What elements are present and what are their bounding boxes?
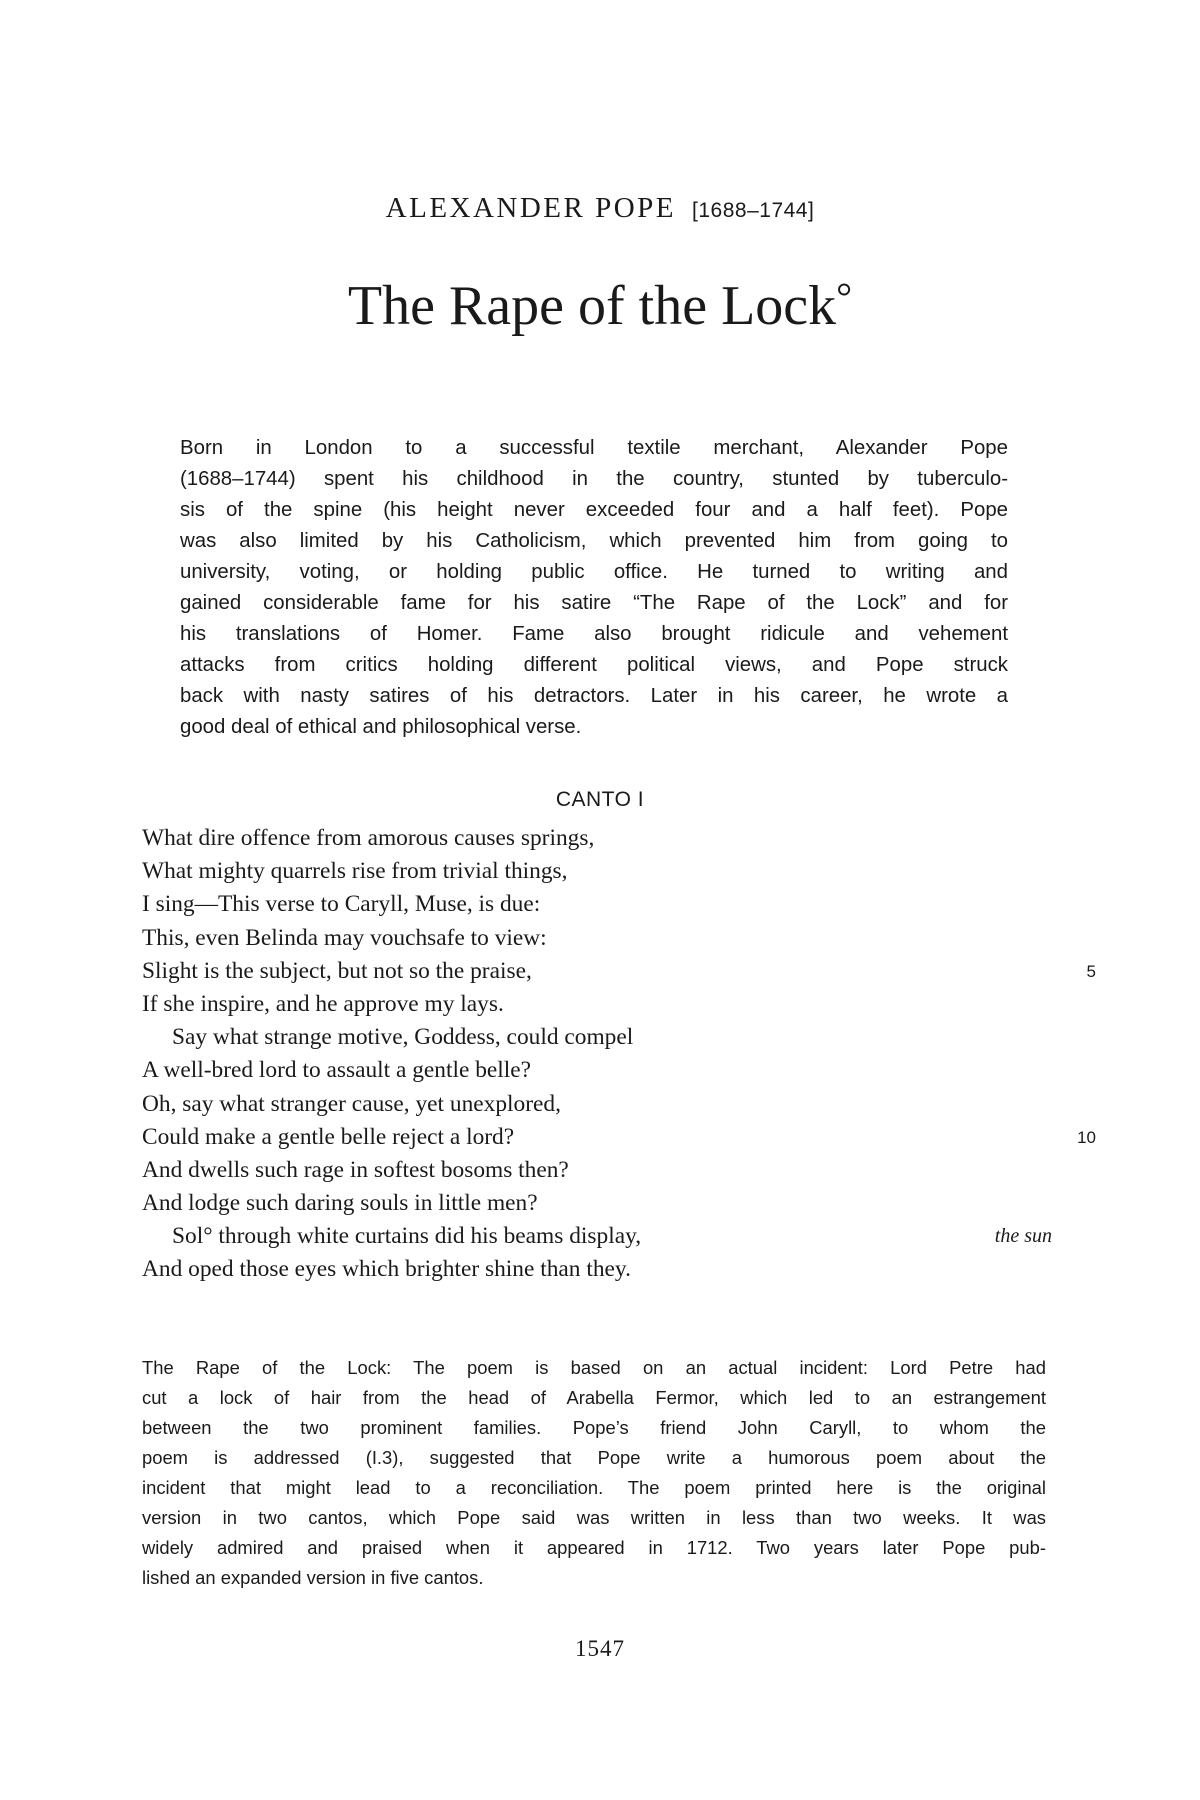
verse-text: What mighty quarrels rise from trivial things, [142,858,568,885]
verse-text: Slight is the subject, but not so the praise, [142,957,532,984]
footnote-line: The Rape of the Lock: The poem is based on an actual incident: Lord Petre had [142,1357,1046,1378]
intro-line: gained considerable fame for his satire “The Rape of the Lock” and for [180,592,1008,614]
author-header [0,192,1200,225]
verse-line [142,1088,1092,1121]
verse-text: Say what strange motive, Goddess, could compel [172,1024,634,1051]
verse-line [142,1054,1092,1087]
author-introduction [180,433,1008,743]
verse-line [142,988,1092,1021]
verse-line [142,822,1092,855]
poem-title [0,262,1200,341]
verse-line [142,1021,1092,1054]
intro-line: Born in London to a successful textile merchant, Alexander Pope [180,437,1008,459]
intro-line: his translations of Homer. Fame also brought ridicule and vehement [180,623,1008,645]
verse-text: What dire offence from amorous causes springs, [142,825,595,851]
verse-line [142,1187,1092,1220]
intro-line: was also limited by his Catholicism, which prevented him from going to [180,530,1008,552]
footnote-line: cut a lock of hair from the head of Arabella Fermor, which led to an estrangement [142,1387,1046,1408]
footnote-line: widely admired and praised when it appeared in 1712. Two years later Pope pub- [142,1537,1046,1558]
intro-line: good deal of ethical and philosophical verse. [180,716,582,738]
author-dates: [1688–1744] [692,199,815,222]
verse-text: Could make a gentle belle reject a lord? [142,1123,515,1150]
verse-text: If she inspire, and he approve my lays. [142,990,504,1017]
verse-line [142,888,1092,921]
verse-text: I sing—This verse to Caryll, Muse, is due: [142,891,541,918]
canto-heading: CANTO I [555,788,645,811]
line-number: 5 [1086,961,1096,981]
margin-gloss: the sun [994,1225,1052,1248]
verse-line [142,1253,1092,1286]
verse-line [142,922,1092,955]
author-name: ALEXANDER POPE [385,192,677,224]
footnote-line: incident that might lead to a reconciliation. The poem printed here is the original [142,1477,1046,1498]
intro-line: sis of the spine (his height never exceeded four and a half feet). Pope [180,499,1008,521]
poem-title-text: The Rape of the Lock [347,275,837,337]
line-number: 10 [1077,1127,1096,1147]
verse-line [142,955,1096,988]
verse-line [142,1121,1096,1154]
footnote-line: version in two cantos, which Pope said was written in less than two weeks. It was [142,1507,1046,1528]
verse-line [142,1220,1092,1253]
verse-text: And dwells such rage in softest bosoms then? [142,1156,569,1183]
page-number: 1547 [575,1636,625,1661]
footnote-line: between the two prominent families. Pope’s friend John Caryll, to whom the [142,1417,1046,1438]
verse-text: And oped those eyes which brighter shine than they. [142,1256,631,1283]
intro-line: back with nasty satires of his detractors. Later in his career, he wrote a [180,685,1008,707]
verse-text: Sol° through white curtains did his beams display, [172,1223,642,1250]
footnote [142,1353,1046,1593]
verse-line [142,855,1092,888]
title-note-mark: ° [836,274,853,319]
verse-text: A well-bred lord to assault a gentle belle? [142,1057,532,1084]
intro-line: (1688–1744) spent his childhood in the country, stunted by tuberculo- [180,468,1008,490]
footnote-line: lished an expanded version in five cantos. [142,1567,484,1588]
verse-text: And lodge such daring souls in little men? [142,1190,538,1217]
verse-text: This, even Belinda may vouchsafe to view: [142,924,547,951]
footnote-line: poem is addressed (I.3), suggested that Pope write a humorous poem about the [142,1447,1046,1468]
verse-line [142,1154,1092,1187]
verse-text: Oh, say what stranger cause, yet unexplored, [142,1090,561,1117]
intro-line: university, voting, or holding public office. He turned to writing and [180,561,1008,583]
poem-verses [142,822,1096,1287]
intro-line: attacks from critics holding different political views, and Pope struck [180,654,1008,676]
